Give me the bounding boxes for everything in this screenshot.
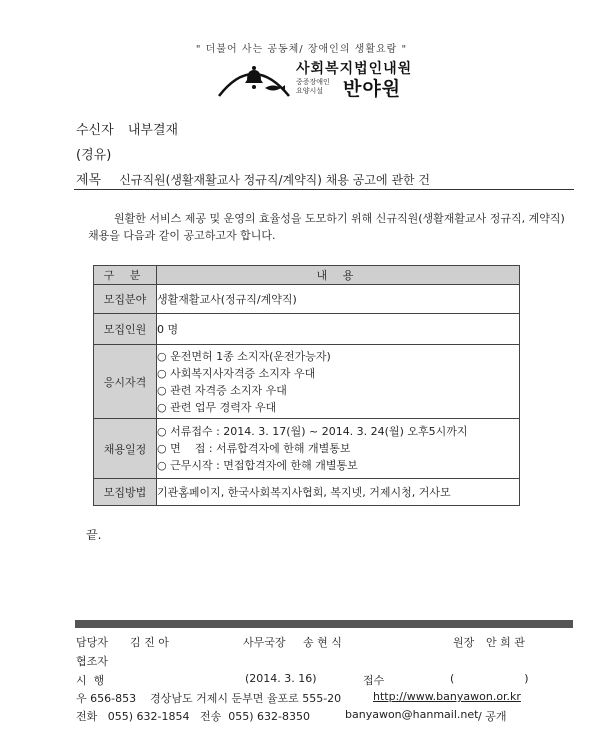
- secretary-label: 사무국장: [243, 636, 286, 649]
- org-type: 사회복지법인내원: [296, 61, 413, 77]
- table-header-row: [94, 266, 520, 285]
- row-line: ○ 사회복지사자격증 소지자 우대: [157, 366, 316, 380]
- subject-line: [76, 169, 430, 188]
- row-line: 0 명: [157, 322, 179, 336]
- row-line: 기관홈페이지, 한국사회복지사협회, 복지넷, 거제시청, 거사모: [157, 485, 451, 499]
- subject-label: 제목: [76, 173, 102, 188]
- logo: [213, 50, 293, 100]
- end-mark: 끝.: [86, 528, 102, 542]
- website-link[interactable]: http://www.banyawon.or.kr: [373, 690, 521, 703]
- row-label-count: 모집인원: [94, 314, 157, 345]
- table-header-content: 내 용: [157, 266, 520, 285]
- row-line: ○ 서류접수 : 2014. 3. 17(월) ~ 2014. 3. 24(월) 오후5시까지: [157, 425, 468, 438]
- row-line: 생활재활교사(정규직/계약직): [157, 292, 297, 306]
- row-label-field: 모집분야: [94, 285, 157, 314]
- via-label: (경유): [76, 148, 112, 163]
- table-row: [94, 419, 520, 479]
- row-line: ○ 운전면허 1종 소지자(운전가능자): [157, 349, 331, 363]
- address: 우 656-853 경상남도 거제시 둔부면 율포로 555-20: [76, 692, 342, 705]
- secretary-name: 송 현 식: [303, 636, 342, 649]
- row-line: ○ 관련 업무 경력자 우대: [157, 400, 277, 414]
- row-value-method: [157, 479, 520, 506]
- table-header-category: 구 분: [94, 266, 157, 285]
- row-value-field: [157, 285, 520, 314]
- recipient-label: 수신자: [76, 123, 114, 138]
- table-row: [94, 479, 520, 506]
- row-label-method: 모집방법: [94, 479, 157, 506]
- row-line: ○ 근무시작 : 면접합격자에 한해 개별통보: [157, 459, 358, 472]
- disclosure: / 공개: [478, 710, 507, 723]
- org-sub-label-line2: 요양시설: [296, 87, 324, 95]
- body-paragraph: 원활한 서비스 제공 및 운영의 효율성을 도모하기 위해 신규직원(생활재활교사 정규직, 계약직)채용을 다음과 같이 공고하고자 합니다.: [88, 212, 565, 242]
- footer-bar: [75, 620, 573, 628]
- execution-date: (2014. 3. 16): [245, 672, 317, 685]
- org-sub-label: [296, 78, 330, 96]
- recipient-line: [76, 119, 178, 138]
- receipt-label: 접수: [363, 674, 385, 687]
- manager-name: 김 진 아: [130, 636, 169, 649]
- director-name: 안 희 관: [486, 636, 525, 649]
- row-label-schedule: 채용일정: [94, 419, 157, 479]
- row-line: ○ 관련 자격증 소지자 우대: [157, 383, 287, 397]
- subject-value: 신규직원(생활재활교사 정규직/계약직) 채용 공고에 관한 건: [119, 173, 430, 187]
- row-label-qualification: 응시자격: [94, 345, 157, 419]
- receipt-value: ( ): [450, 672, 529, 685]
- org-sub-label-line1: 중증장애인: [296, 78, 330, 86]
- email: banyawon@hanmail.net: [345, 708, 479, 721]
- recipient-value: 내부결재: [127, 123, 179, 138]
- phone-fax: 전화 055) 632-1854 전송 055) 632-8350: [76, 710, 310, 723]
- subject-divider: [74, 189, 574, 190]
- row-value-count: [157, 314, 520, 345]
- org-name: 반야원: [343, 78, 402, 100]
- row-line: ○ 면 접 : 서류합격자에 한해 개별통보: [157, 442, 351, 455]
- row-value-qualification: [157, 345, 520, 419]
- execution-label: 시 행: [76, 674, 105, 687]
- director-label: 원장: [453, 636, 475, 649]
- table-row: [94, 314, 520, 345]
- slogan: " 더불어 사는 공동체/ 장애인의 생활요람 ": [195, 44, 408, 55]
- row-value-schedule: [157, 419, 520, 479]
- recruitment-table: [93, 265, 520, 506]
- manager-label: 담당자: [76, 636, 108, 649]
- table-row: [94, 345, 520, 419]
- cooperator-label: 협조자: [76, 655, 108, 668]
- table-row: [94, 285, 520, 314]
